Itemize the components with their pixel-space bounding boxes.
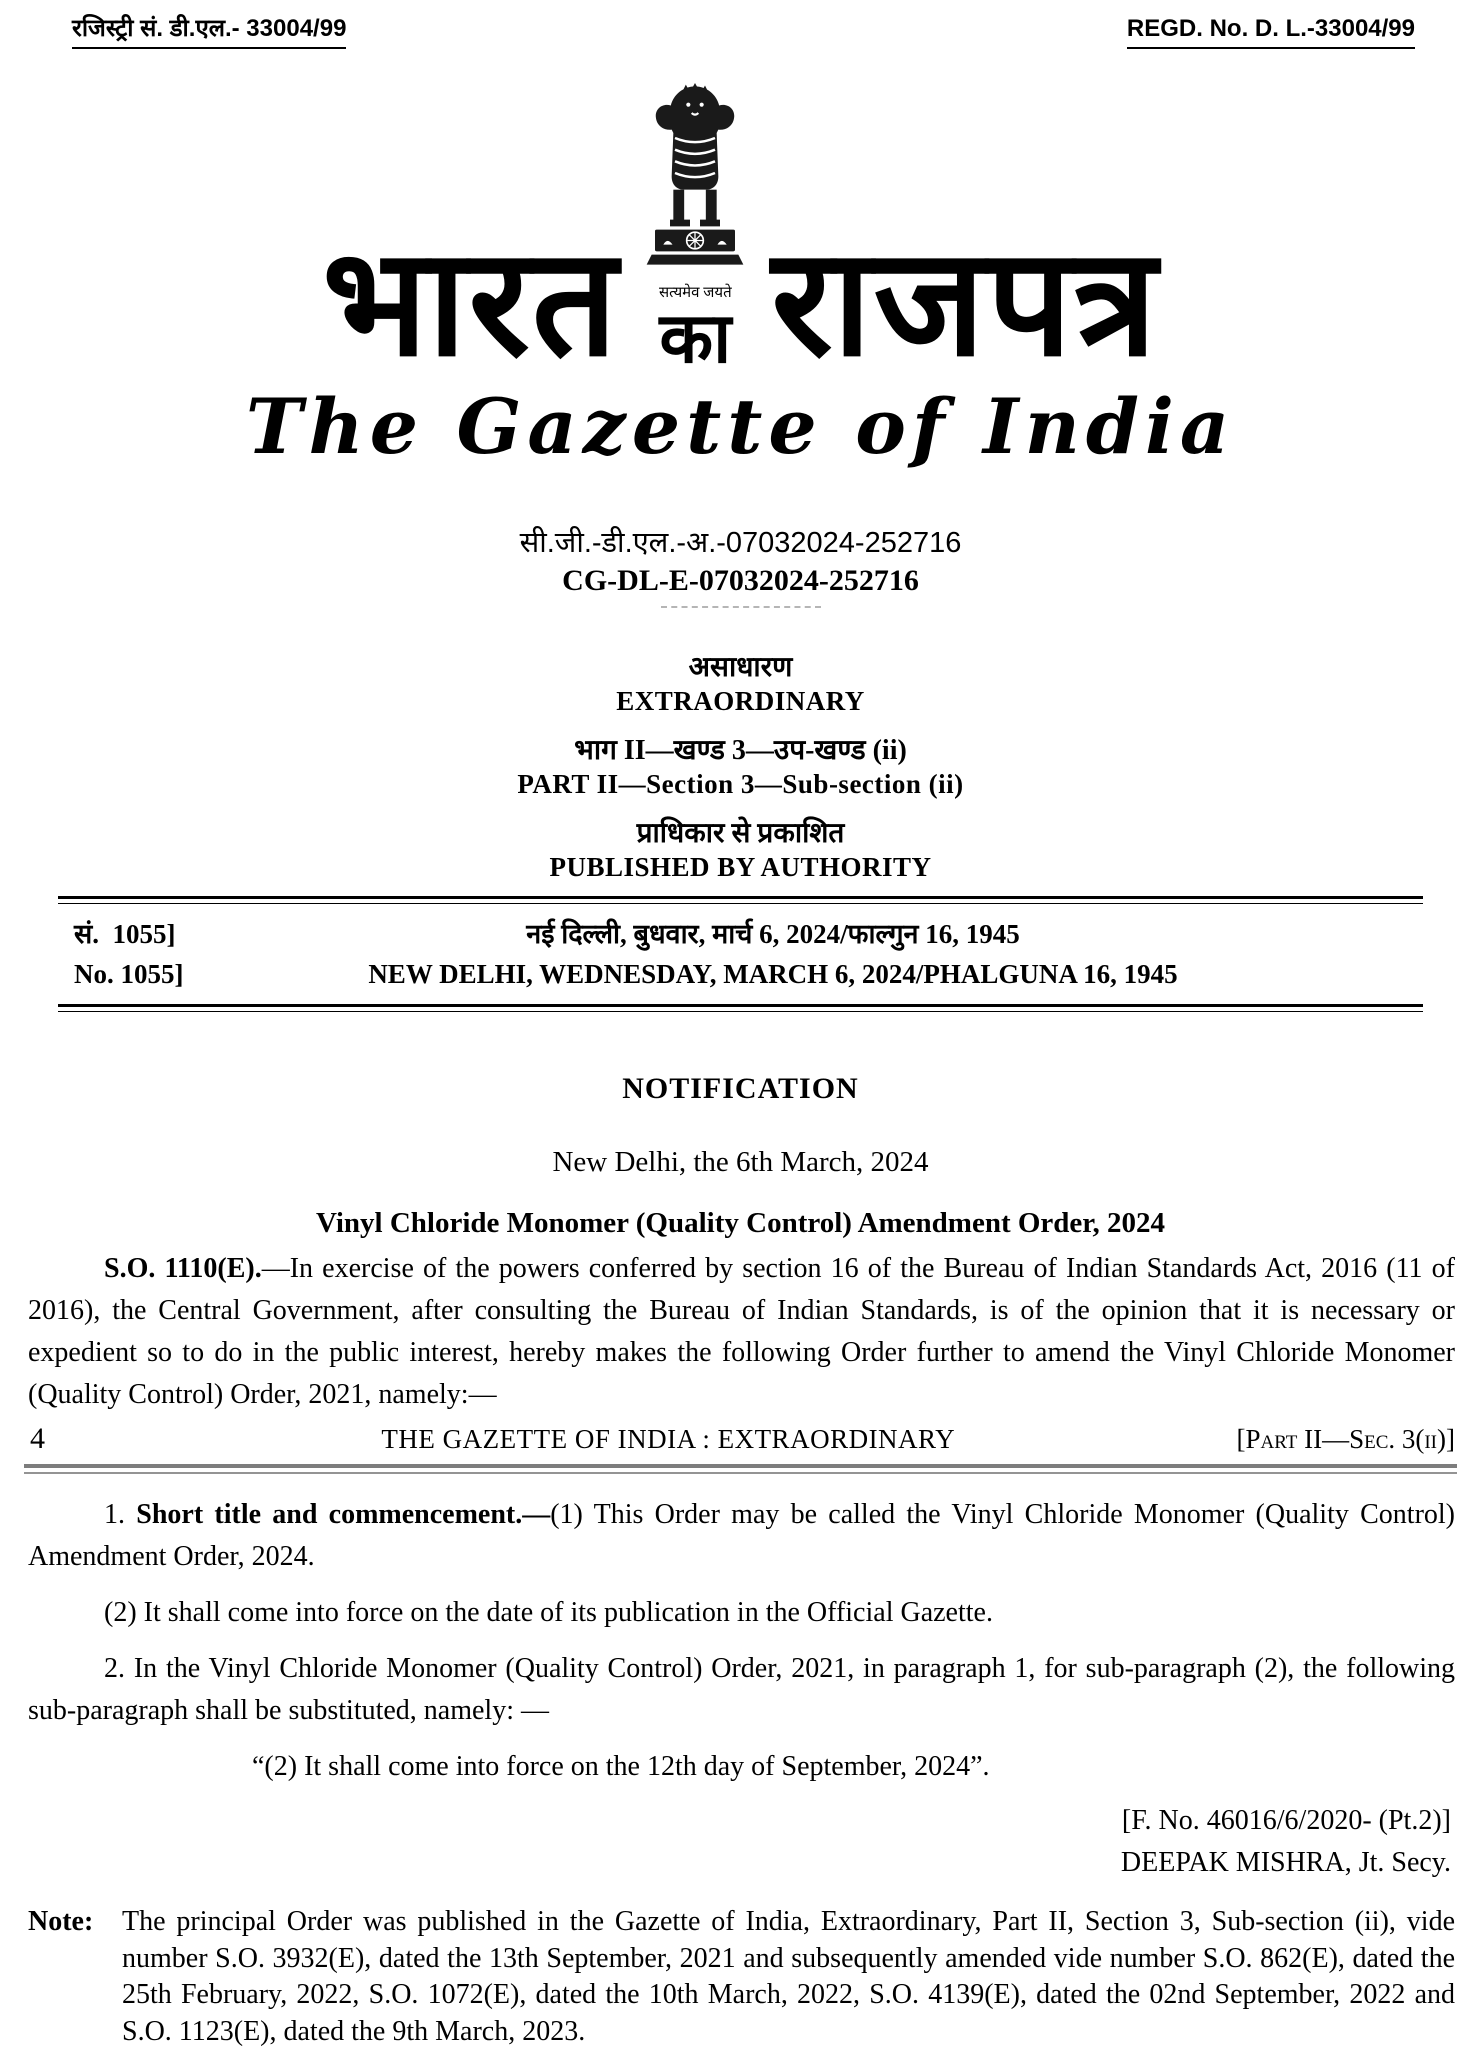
edition-type-english: EXTRAORDINARY [616,686,865,717]
running-section: [Part II—Sec. 3(ii)] [1236,1424,1455,1455]
masthead-emblem-block [645,83,745,379]
notification-dateline: New Delhi, the 6th March, 2024 [552,1146,929,1179]
issue-date-english: NEW DELHI, WEDNESDAY, MARCH 6, 2024/PHALGUNA 16, 1945 [368,959,1178,990]
so-text: —In exercise of the powers conferred by section 16 of the Bureau of Indian Standards Act, 2016 (11 of 2016), the Central Government, after consulting the Bureau of Indian Standards, is of the opinion that it is necessary or expedient so to do in the public interest, hereby makes the following Order further to amend the Vinyl Chloride Monomer (Quality Control) Order, 2021, namely:— [28,1253,1455,1411]
part-section-english: PART II—Section 3—Sub-section (ii) [517,768,964,799]
issue-number-english: No. 1055] [74,959,184,990]
order-title: Vinyl Chloride Monomer (Quality Control) Amendment Order, 2024 [315,1207,1166,1240]
clause-1 [28,1494,1455,1578]
signatory: DEEPAK MISHRA, Jt. Secy. [1120,1847,1451,1879]
registration-row [0,0,1481,49]
notification-heading: NOTIFICATION [622,1072,859,1106]
issue-number-hindi: सं. 1055] [74,919,176,950]
note-text: The principal Order was published in the Gazette of India, Extraordinary, Part II, Section 3, Sub-section (ii), vide number S.O. 3932(E), dated the 13th September, 2021 and subsequently amended vide number S.O. 862(E), dated the 25th February, 2022, S.O. 1072(E), dated the 10th March, 2022, S.O. 4139(E), dated the 02nd September, 2022 and S.O. 1123(E), dated the 9th March, 2023. [122,1906,1455,2047]
masthead-title-left: भारत [322,220,620,387]
registry-number-hindi: रजिस्ट्री सं. डी.एल.- 33004/99 [72,16,346,49]
authority-english: PUBLISHED BY AUTHORITY [549,851,932,882]
lion-capital-emblem-icon [645,83,745,283]
dashed-separator [661,606,821,608]
masthead-title-connector: का [659,301,732,379]
file-number: [F. No. 46016/6/2020- (Pt.2)] [1121,1805,1451,1837]
issue-band [0,904,1481,998]
registry-number-english: REGD. No. D. L.-33004/99 [1127,16,1415,49]
note [28,1904,1455,2049]
issue-band-rule-bottom [58,1004,1423,1012]
running-page-number: 4 [30,1422,45,1456]
running-header-rule [24,1464,1457,1474]
gazette-id-english: CG-DL-E-07032024-252716 [562,564,919,598]
gazette-id-hindi: सी.जी.-डी.एल.-अ.-07032024-252716 [519,526,962,559]
gazette-id-block [0,525,1481,608]
substituted-subparagraph: “(2) It shall come into force on the 12th day of September, 2024”. [252,1751,990,1783]
clause1-number: 1. [104,1499,137,1531]
issue-date-hindi: नई दिल्ली, बुधवार, मार्च 6, 2024/फाल्गुन 16, 1945 [526,919,1020,950]
motto-satyameva-jayate: सत्यमेव जयते [658,285,732,302]
masthead [0,83,1481,387]
edition-block [0,650,1481,884]
issue-band-rule-top [58,896,1423,904]
so-paragraph [28,1248,1455,1416]
so-number: S.O. 1110(E). [104,1253,262,1285]
masthead-title-right: राजपत्र [771,220,1159,387]
authority-hindi: प्राधिकार से प्रकाशित [636,817,845,849]
clause1-subparagraph-2: (2) It shall come into force on the date of its publication in the Official Gazette. [104,1597,993,1629]
gazette-english-title: The Gazette of India [245,382,1236,472]
running-header [30,1422,1455,1456]
clause1-text: (1) This Order may be called the Vinyl Chloride Monomer (Quality Control) Amendment Order, 2024. [28,1499,1455,1573]
clause-2: 2. In the Vinyl Chloride Monomer (Quality Control) Order, 2021, in paragraph 1, for sub-paragraph (2), the following sub-paragraph shall be substituted, namely: — [28,1653,1455,1727]
edition-type-hindi: असाधारण [688,652,793,684]
running-title: THE GAZETTE OF INDIA : EXTRAORDINARY [381,1424,956,1455]
clause1-heading: Short title and commencement.— [136,1499,551,1531]
part-section-hindi: भाग II—खण्ड 3—उप-खण्ड (ii) [574,734,907,766]
note-label: Note: [28,1906,94,1938]
